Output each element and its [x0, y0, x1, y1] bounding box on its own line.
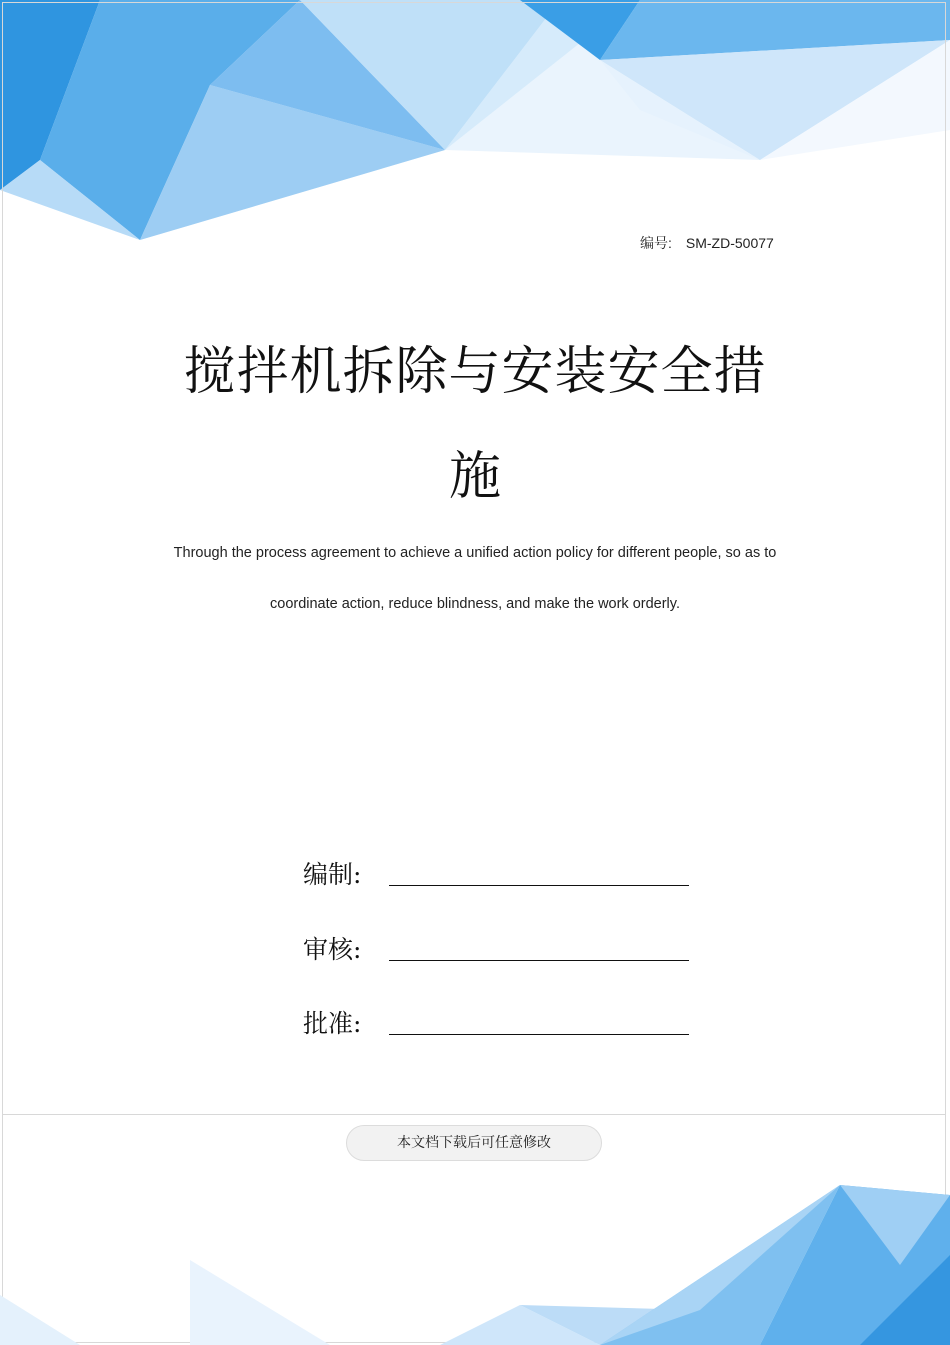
header-decoration	[0, 0, 950, 260]
subtitle-line-1: Through the process agreement to achieve a unified action policy for different people, so as to	[173, 545, 777, 561]
document-title-line-1: 搅拌机拆除与安装安全措	[183, 342, 767, 402]
signature-line-approved[interactable]	[389, 1034, 689, 1035]
document-title-line-2: 施	[448, 447, 501, 507]
signature-label-prepared: 编制:	[303, 860, 362, 889]
signature-row-approved	[303, 1004, 703, 1044]
footer-decoration	[0, 1175, 950, 1345]
footer-note-text: 本文档下载后可任意修改	[397, 1135, 551, 1151]
signature-label-reviewed: 审核:	[303, 935, 362, 964]
subtitle-line-2: coordinate action, reduce blindness, and make the work orderly.	[270, 596, 680, 612]
signature-row-reviewed	[303, 930, 703, 970]
document-number-value: SM-ZD-50077	[685, 235, 774, 251]
signature-line-reviewed[interactable]	[389, 960, 689, 961]
signature-row-prepared	[303, 855, 703, 895]
document-number-label: 编号:	[640, 235, 672, 251]
signature-label-approved: 批准:	[303, 1009, 362, 1038]
document-number	[640, 233, 774, 253]
footer-note-badge	[346, 1125, 602, 1161]
signature-line-prepared[interactable]	[389, 885, 689, 886]
